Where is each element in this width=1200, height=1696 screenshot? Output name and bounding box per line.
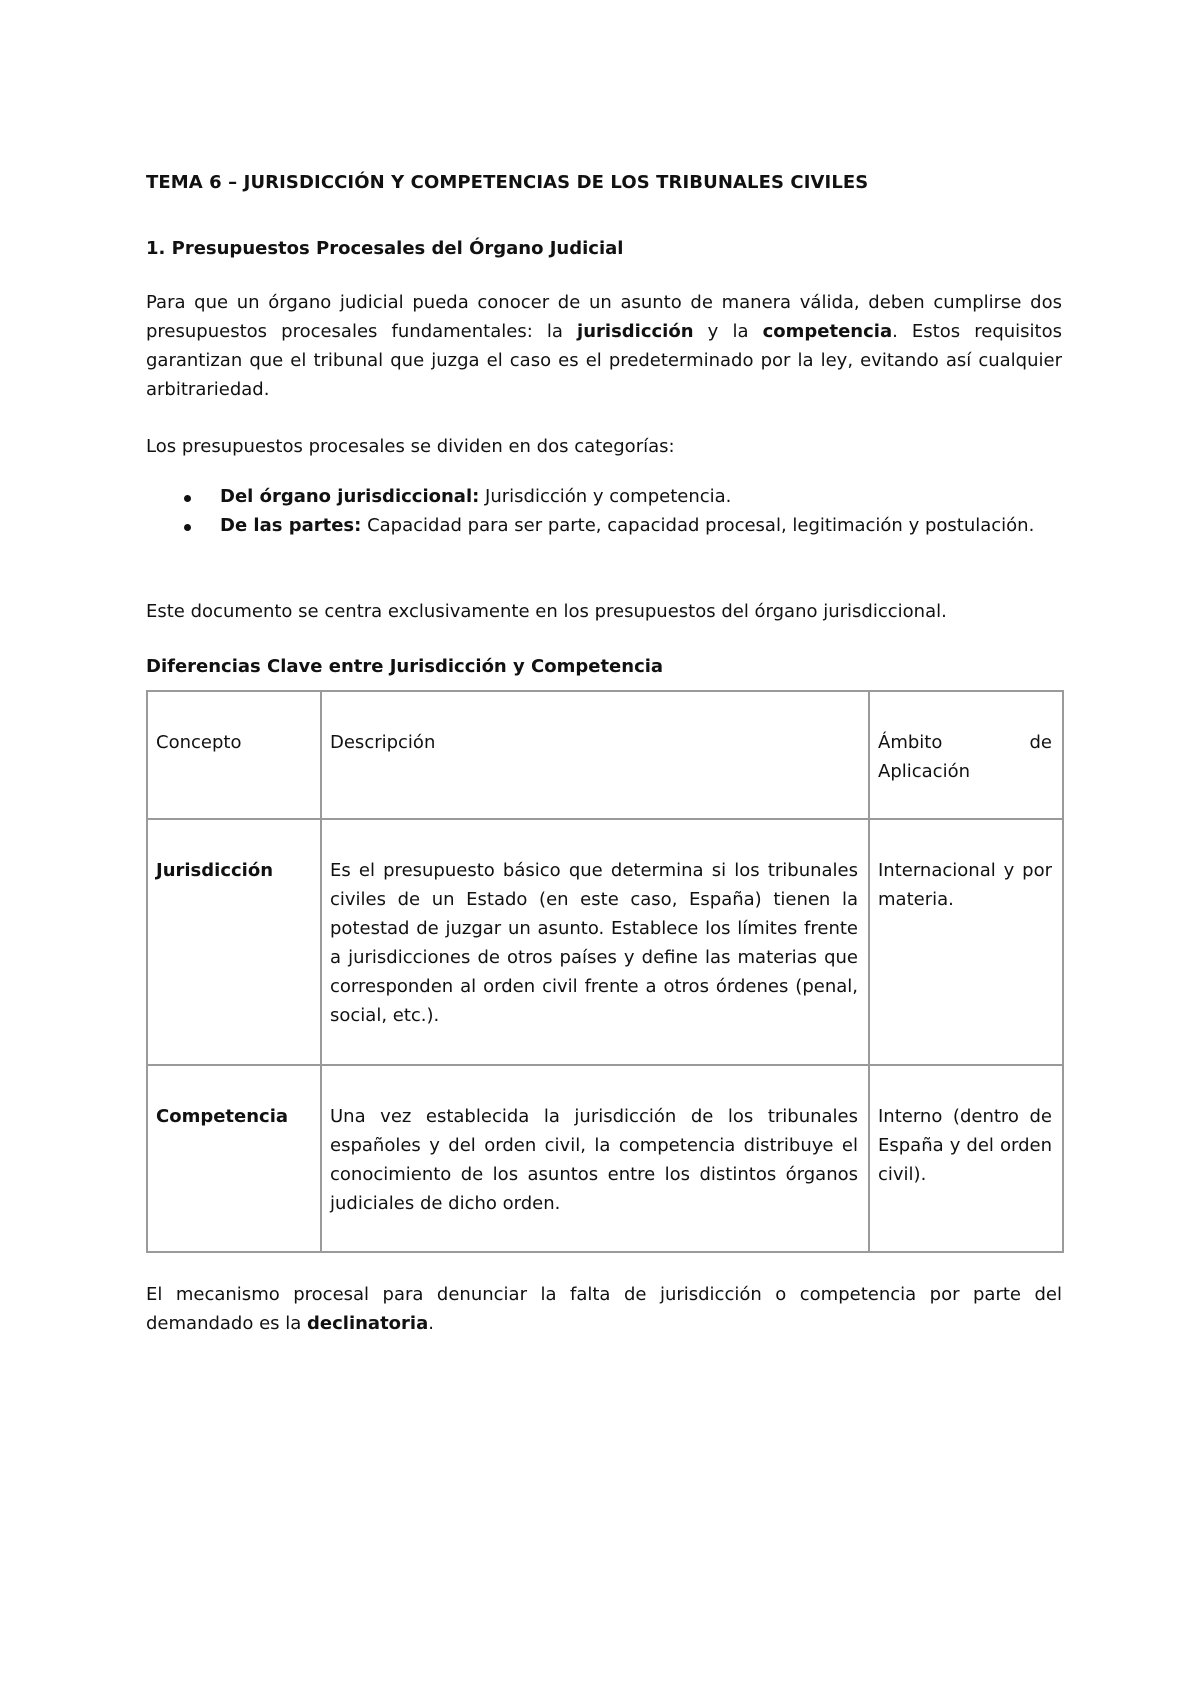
bullet-icon (184, 524, 191, 531)
intro-text-1: Para que un órgano judicial pueda conocer de un asunto de manera válida, deben cumplirse dos presupuestos procesales fundamentales: la (146, 292, 1062, 342)
row-concept: Competencia (147, 1065, 321, 1252)
differences-table (146, 690, 1064, 1253)
intro-paragraph (146, 288, 1062, 404)
header-concepto: Concepto (147, 691, 321, 819)
list-item (146, 511, 1062, 540)
focus-paragraph: Este documento se centra exclusivamente en los presupuestos del órgano jurisdiccional. (146, 601, 947, 622)
table-header-row (147, 691, 1063, 819)
section-heading-presupuestos: 1. Presupuestos Procesales del Órgano Judicial (146, 238, 624, 259)
row-description: Es el presupuesto básico que determina si los tribunales civiles de un Estado (en este caso, España) tienen la potestad de juzgar un asunto. Establece los límites frente a jurisdicciones de otros países y define las materias que corresponden al orden civil frente a otros órdenes (penal, social, etc.). (321, 819, 869, 1065)
term-jurisdiccion: jurisdicción (577, 321, 694, 342)
list-item-text: Jurisdicción y competencia. (479, 486, 732, 507)
term-declinatoria: declinatoria (307, 1313, 429, 1334)
header-ambito-line1: Ámbito de (878, 732, 1052, 753)
header-ambito-line2: Aplicación (878, 761, 970, 782)
section-heading-diferencias: Diferencias Clave entre Jurisdicción y Competencia (146, 656, 664, 677)
table-row (147, 819, 1063, 1065)
document-title: TEMA 6 – JURISDICCIÓN Y COMPETENCIAS DE LOS TRIBUNALES CIVILES (146, 172, 869, 193)
closing-paragraph (146, 1280, 1062, 1338)
row-concept: Jurisdicción (147, 819, 321, 1065)
intro-text-2: y la (693, 321, 763, 342)
row-scope: Internacional y por materia. (869, 819, 1063, 1065)
list-item-text: Capacidad para ser parte, capacidad procesal, legitimación y postulación. (361, 515, 1035, 536)
row-scope: Interno (dentro de España y del orden civil). (869, 1065, 1063, 1252)
row-description: Una vez establecida la jurisdicción de los tribunales españoles y del orden civil, la competencia distribuye el conocimiento de los asuntos entre los distintos órganos judiciales de dicho orden. (321, 1065, 869, 1252)
closing-text-1: El mecanismo procesal para denunciar la falta de jurisdicción o competencia por parte del demandado es la (146, 1284, 1062, 1334)
header-descripcion: Descripción (321, 691, 869, 819)
header-ambito (869, 691, 1063, 819)
list-item-label: Del órgano jurisdiccional: (220, 486, 480, 507)
closing-text-2: . (428, 1313, 434, 1334)
bullet-icon (184, 495, 191, 502)
categories-list (146, 482, 1062, 540)
list-item-label: De las partes: (220, 515, 362, 536)
table-row (147, 1065, 1063, 1252)
term-competencia: competencia (762, 321, 893, 342)
list-item (146, 482, 1062, 511)
categories-paragraph: Los presupuestos procesales se dividen en dos categorías: (146, 436, 675, 457)
intro-text-3: . Estos requisitos garantizan que el tribunal que juzga el caso es el predeterminado por la ley, evitando así cualquier arbitrariedad. (146, 321, 1062, 400)
